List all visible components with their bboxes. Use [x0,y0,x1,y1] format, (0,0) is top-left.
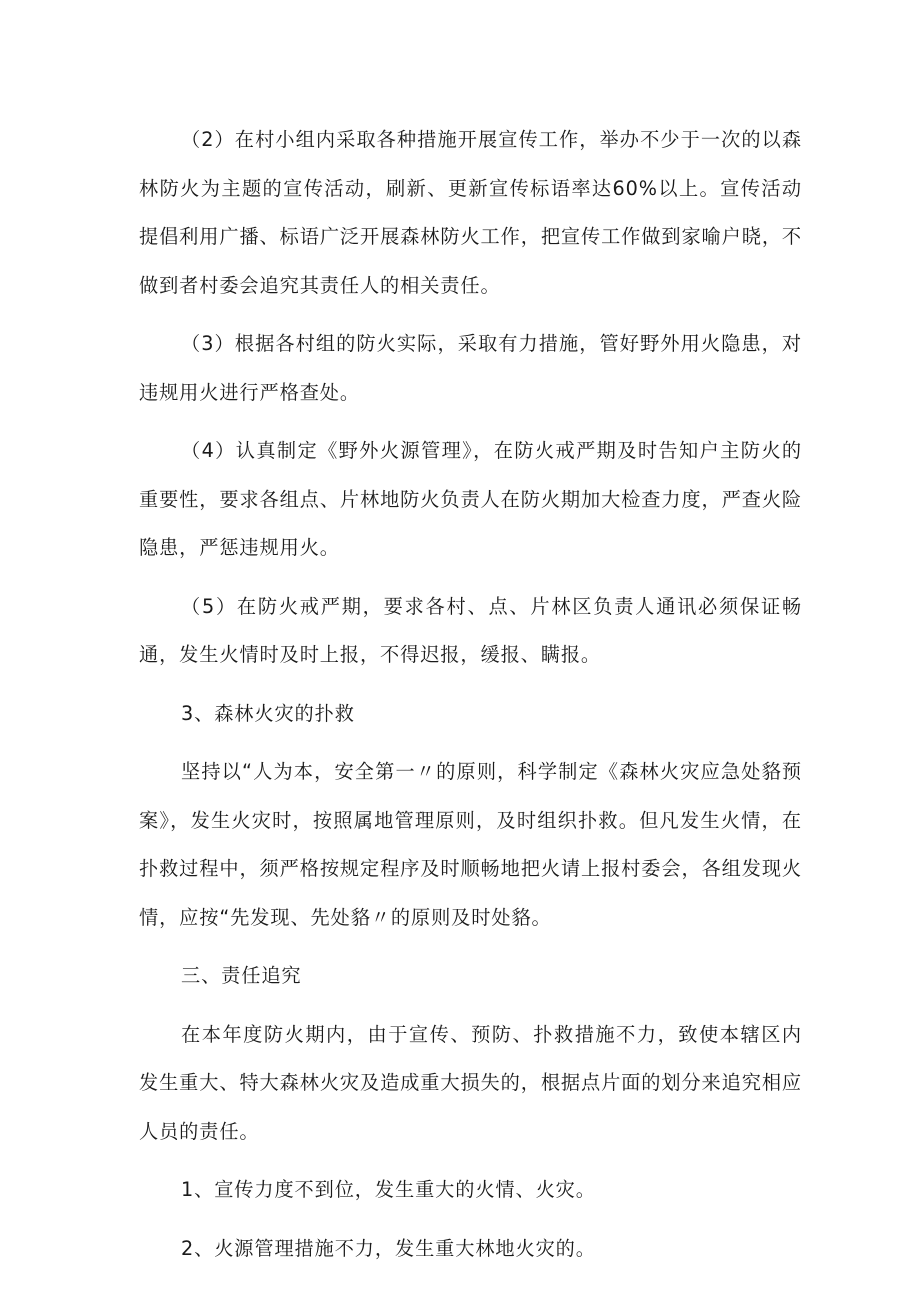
paragraph-publicity: （2）在村小组内采取各种措施开展宣传工作，举办不少于一次的以森林防火为主题的宣传活动，刷新、更新宣传标语率达60%以上。宣传活动提倡利用广播、标语广泛开展森林防火工作，把宣传工作做到家喻户晓，不做到者村委会追究其责任人的相关责任。 [139,128,802,297]
list-item-accountability-1: 1、宣传力度不到位，发生重大的火情、火灾。 [181,1178,596,1201]
paragraph-fire-hazard-control: （3）根据各村组的防火实际，采取有力措施，管好野外用火隐患，对违规用火进行严格查处。 [139,332,802,404]
paragraph-fire-source-management: （4）认真制定《野外火源管理》，在防火戒严期及时告知户主防火的重要性，要求各组点、片林地防火负责人在防火期加大检查力度，严查火险隐患，严惩违规用火。 [139,439,802,559]
paragraph-accountability: 在本年度防火期内，由于宣传、预防、扑救措施不力，致使本辖区内发生重大、特大森林火灾及造成重大损失的，根据点片面的划分来追究相应人员的责任。 [139,1022,802,1143]
section-heading-fire-fighting: 3、森林火灾的扑救 [181,701,355,725]
paragraph-fire-fighting-principle: 坚持以“人为本，安全第一〃的原则，科学制定《森林火灾应急处貉预案》，发生火灾时，按照属地管理原则，及时组织扑救。但凡发生火情，在扑救过程中，须严格按规定程序及时顺畅地把火请上报村委会，各组发现火情，应按“先发现、先处貉〃的原则及时处貉。 [139,760,802,929]
section-heading-accountability: 三、责任追究 [181,964,302,987]
list-item-accountability-2: 2、火源管理措施不力，发生重大林地火灾的。 [181,1236,596,1260]
paragraph-communication: （5）在防火戒严期，要求各村、点、片林区负责人通讯必须保证畅通，发生火情时及时上报，不得迟报，缓报、瞒报。 [139,594,802,666]
